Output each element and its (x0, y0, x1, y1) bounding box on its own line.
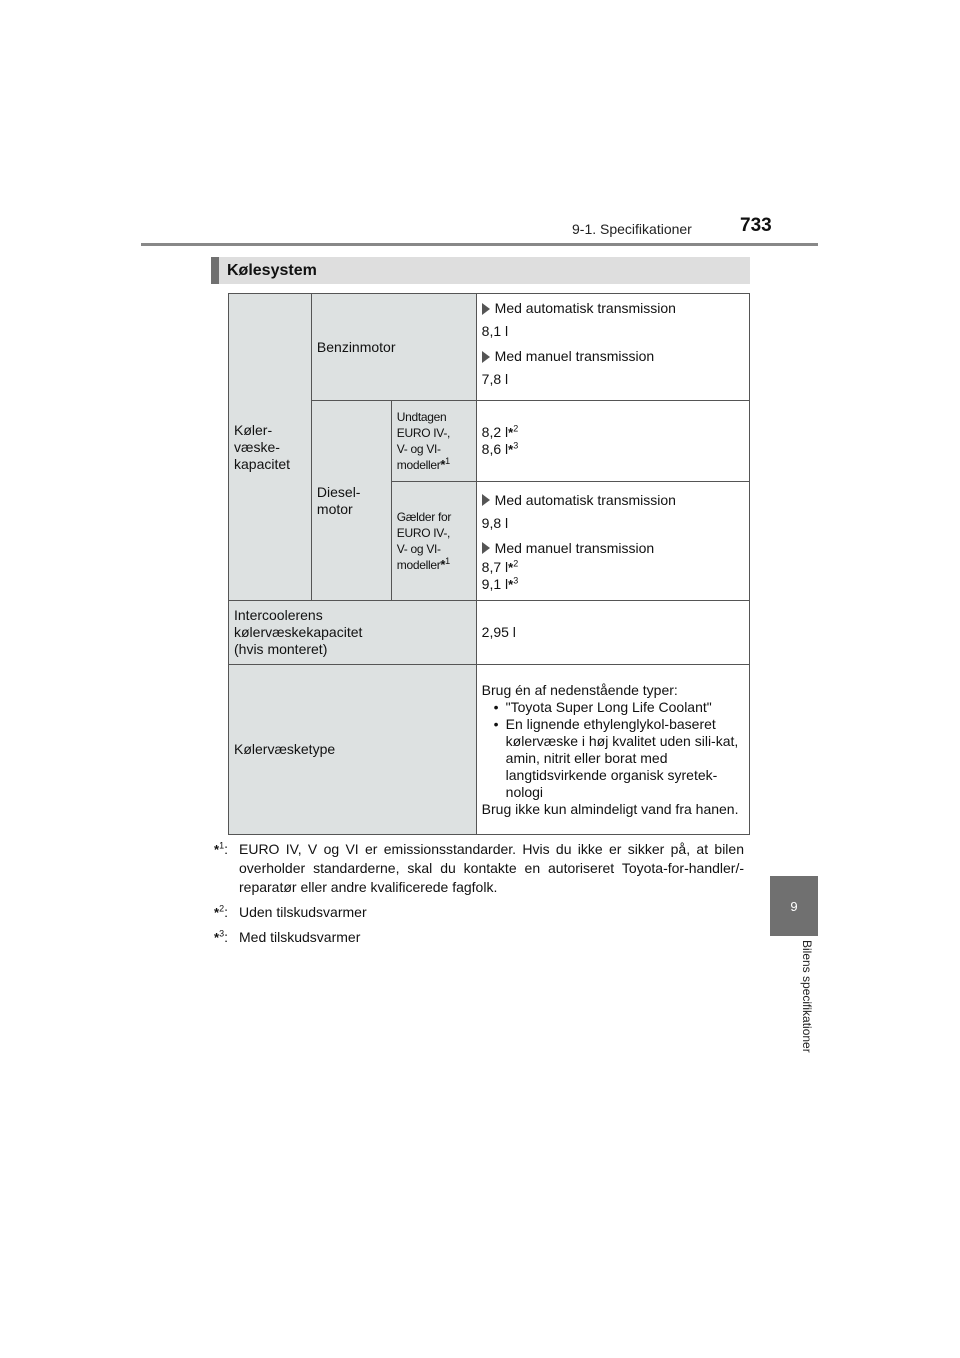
footnote (214, 840, 744, 897)
diesel-except-values (476, 401, 749, 482)
footnote-star-icon: * (440, 557, 446, 572)
table-row (229, 601, 750, 665)
list-item (482, 348, 744, 365)
list-item: • "Toyota Super Long Life Coolant" (506, 699, 744, 716)
footnote-star-icon: * (214, 842, 220, 857)
coolant-type-intro: Brug én af nedenstående typer: (481, 681, 678, 698)
footnote-star-icon: * (214, 930, 220, 945)
capacity-value-line (482, 441, 744, 458)
header-divider (141, 243, 818, 246)
petrol-engine-label: Benzinmotor (311, 294, 476, 401)
footnote-star-icon: * (508, 442, 514, 457)
triangle-bullet-icon (482, 303, 490, 315)
capacity-value: 7,8 l (481, 371, 509, 387)
footnote-number: 3 (219, 928, 225, 939)
table-row (229, 294, 750, 401)
coolant-type-label: Kølervæsketype (229, 665, 477, 835)
coolant-type-values (476, 665, 749, 835)
footnote-star-icon: * (440, 457, 446, 472)
intercooler-value: 2,95 l (476, 601, 749, 665)
transmission-label: Med manuel transmission (494, 539, 655, 556)
footnote-number: 1 (219, 840, 225, 851)
page-number: 733 (740, 215, 772, 236)
footnote-ref: 2 (513, 557, 519, 568)
cooling-system-table (228, 293, 750, 835)
chapter-label: Bilens specifikationer (800, 940, 814, 1053)
footnote-number: 2 (219, 903, 225, 914)
coolant-capacity-label: Køler- væske- kapacitet (229, 294, 312, 601)
capacity-value: 9,8 l (481, 514, 509, 531)
capacity-value: 8,1 l (481, 323, 509, 339)
capacity-value: 8,6 l (481, 441, 509, 457)
diesel-engine-label: Diesel- motor (311, 401, 391, 601)
chapter-number: 9 (790, 898, 798, 914)
capacity-value-line (482, 559, 744, 576)
diesel-applies-values (476, 482, 749, 601)
list-item (482, 540, 744, 557)
capacity-value-line (482, 576, 744, 593)
diesel-except-label (391, 401, 476, 482)
diesel-applies-label (391, 482, 476, 601)
footnote-star-icon: * (508, 559, 514, 575)
footnote-text: EURO IV, V og VI er emissionsstandarder. Hvis du ikke er sikker på, at bilen overholder standarderne, skal du kontakte en autoriseret Toyota-for-handler/-reparatør eller andre kvalificerede fagfolk. (239, 841, 744, 895)
diesel-except-label-text: Undtagen EURO IV-, V- og VI- modeller (396, 410, 451, 472)
table-row (229, 665, 750, 835)
footnote-ref: 1 (445, 556, 450, 566)
list-item: • En lignende ethylenglykol-baseret kølervæske i høj kvalitet uden sili-kat, amin, nitrit eller borat med langtidsvirkende organisk syretek-nologi (506, 716, 744, 801)
section-title-text: Kølesystem (227, 261, 317, 279)
footnote-ref: 1 (445, 456, 450, 466)
footnote-star-icon: * (508, 576, 514, 592)
coolant-type-list (482, 699, 744, 801)
footnote-mark: *$^3$: (214, 928, 228, 945)
capacity-value-line (482, 424, 744, 441)
transmission-label: Med manuel transmission (494, 348, 655, 364)
diesel-applies-label-text: Gælder for EURO IV-, V- og VI- modeller (396, 510, 452, 572)
petrol-engine-values (476, 294, 749, 401)
section-title (211, 257, 750, 284)
footnote-mark: *$^2$: (214, 903, 228, 920)
capacity-value: 9,1 l (481, 575, 509, 592)
footnote-star-icon: * (508, 425, 514, 440)
triangle-bullet-icon (482, 494, 490, 506)
coolant-type-note: Brug ikke kun almindeligt vand fra hanen. (481, 800, 739, 817)
chapter-tab (770, 876, 818, 936)
footnote (214, 928, 744, 947)
transmission-label: Med automatisk transmission (494, 491, 676, 508)
list-item (482, 300, 744, 317)
footnote-ref: 2 (513, 423, 519, 434)
footnote-ref: 3 (513, 440, 519, 451)
capacity-value: 8,7 l (481, 558, 509, 575)
footnotes (214, 840, 744, 953)
footnote-text: Med tilskudsvarmer (239, 929, 361, 945)
footnote-ref: 3 (513, 574, 519, 585)
header-section-title: 9-1. Specifikationer (572, 221, 692, 237)
transmission-label: Med automatisk transmission (494, 300, 676, 316)
footnote (214, 903, 744, 922)
list-item (482, 492, 744, 509)
footnote-text: Uden tilskudsvarmer (239, 904, 367, 920)
footnote-mark: *$^1$: (214, 840, 228, 857)
triangle-bullet-icon (482, 542, 490, 554)
capacity-value: 8,2 l (481, 424, 509, 440)
intercooler-label: Intercoolerens kølervæskekapacitet (hvis monteret) (229, 601, 477, 665)
triangle-bullet-icon (482, 351, 490, 363)
footnote-star-icon: * (214, 905, 220, 920)
